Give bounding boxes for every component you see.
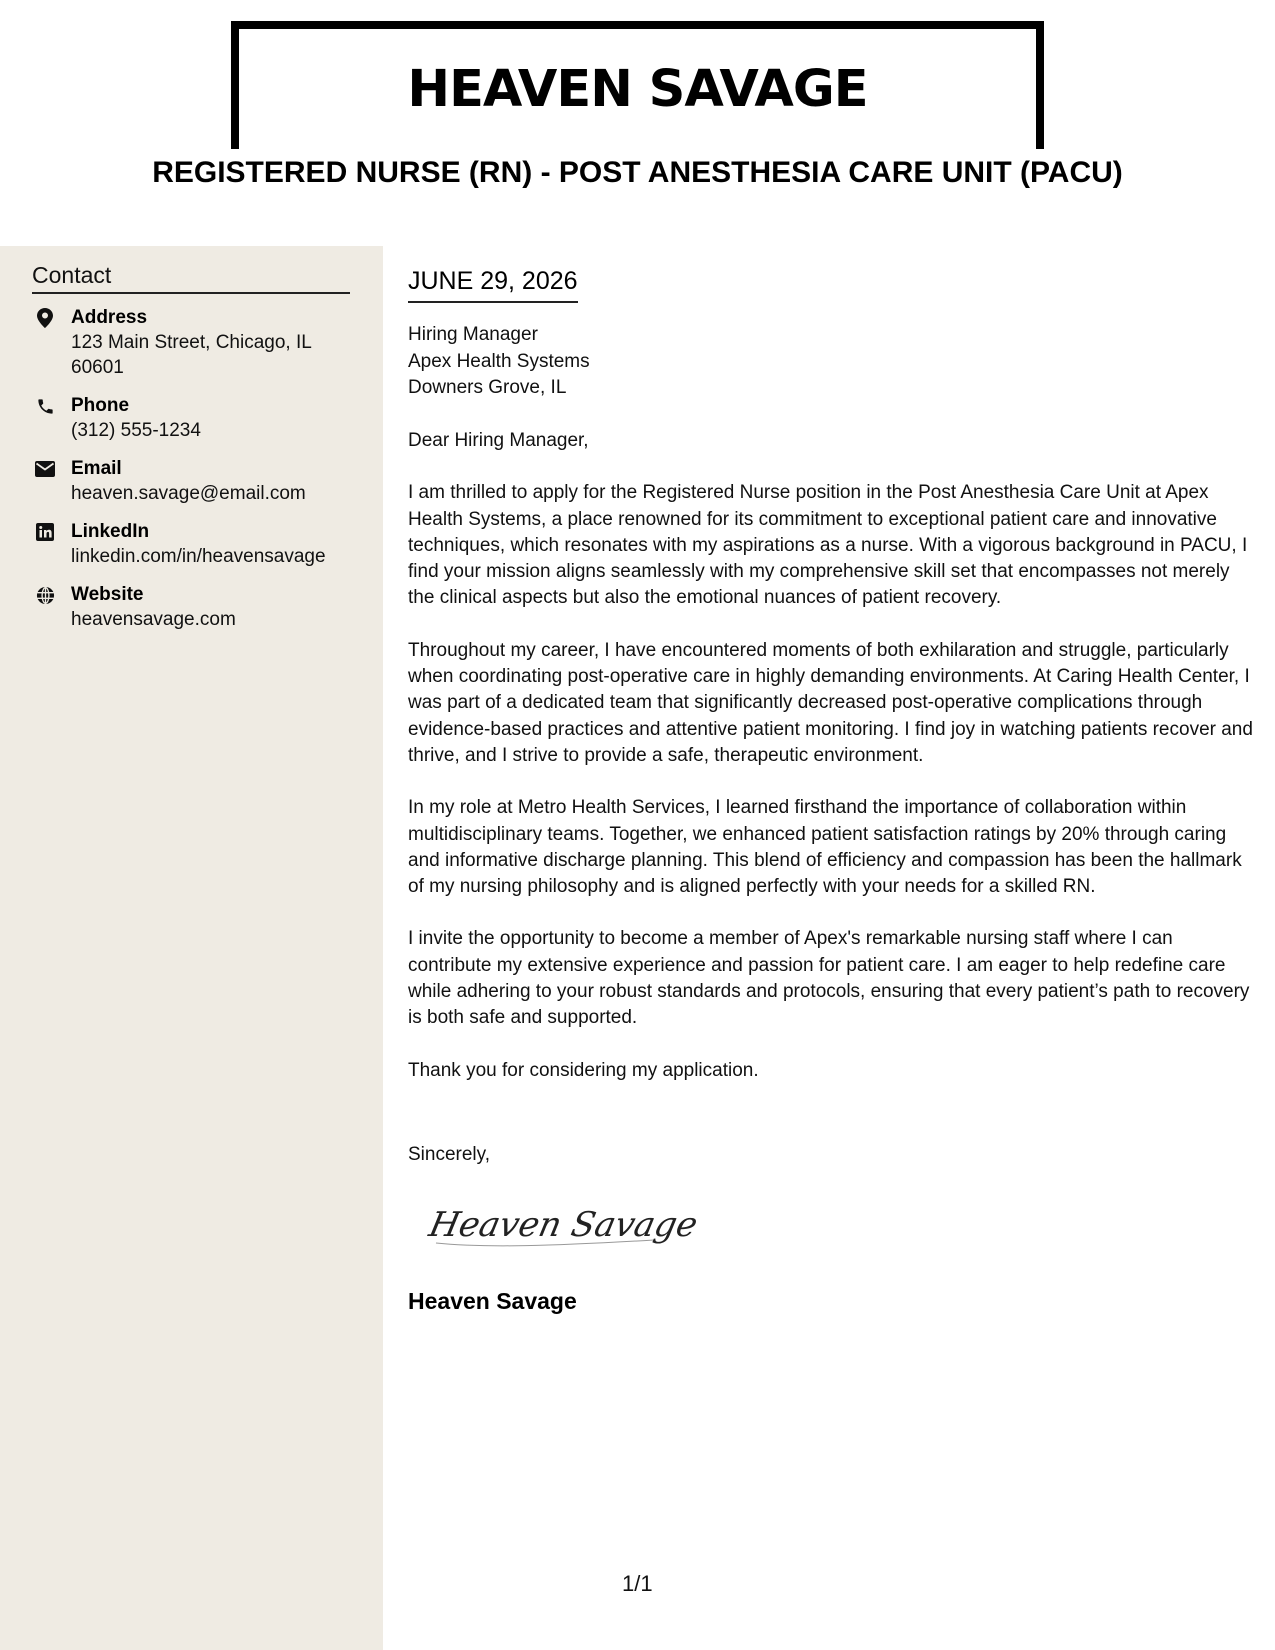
phone-icon	[35, 396, 55, 416]
contact-value: heavensavage.com	[71, 609, 236, 630]
contact-value: 123 Main Street, Chicago, IL 60601	[71, 332, 312, 378]
sidebar	[0, 246, 383, 1650]
contact-label: Phone	[71, 395, 130, 416]
linkedin-icon	[35, 522, 55, 542]
recipient-line: Hiring Manager	[408, 324, 538, 345]
letter-body	[408, 428, 1253, 1110]
signer-name: Heaven Savage	[408, 1288, 577, 1314]
body-paragraph: Thank you for considering my application.	[408, 1059, 759, 1081]
body-paragraph: In my role at Metro Health Services, I learned firsthand the importance of collaboration within multidisciplinary teams. Together, we enhanced patient satisfaction ratings by 20% through caring and informative discharge planning. This blend of efficiency and compassion has been the hallmark of my nursing philosophy and is aligned perfectly with your needs for a skilled RN.	[408, 797, 1242, 898]
recipient-line: Apex Health Systems	[408, 350, 590, 372]
signature	[424, 1196, 701, 1256]
page-number: 1/1	[622, 1571, 653, 1596]
contact-label: Email	[71, 458, 122, 479]
map-pin-icon	[35, 308, 55, 328]
body-paragraph: I invite the opportunity to become a member of Apex's remarkable nursing staff where I can contribute my extensive experience and passion for patient care. I am eager to help redefine care while adhering to your robust standards and protocols, ensuring that every patient’s path to recovery is both safe and supported.	[408, 928, 1250, 1029]
body-paragraph: Throughout my career, I have encountered moments of both exhilaration and struggle, particularly when coordinating post-operative care in highly demanding environments. At Caring Health Center, I was part of a dedicated team that significantly decreased post-operative complications through evidence-based practices and attentive patient monitoring. I find joy in watching patients recover and thrive, and I strive to provide a safe, therapeutic environment.	[408, 639, 1253, 766]
signature-text: Heaven Savage	[425, 1205, 701, 1245]
job-title: REGISTERED NURSE (RN) - POST ANESTHESIA CARE UNIT (PACU)	[0, 153, 1275, 193]
body-paragraph: I am thrilled to apply for the Registered Nurse position in the Post Anesthesia Care Unit at Apex Health Systems, a place renowned for its commitment to exceptional patient care and innovative techniques, which resonates with my aspirations as a nurse. With a vigorous background in PACU, I find your mission aligns seamlessly with my comprehensive skill set that encompasses not merely the clinical aspects but also the emotional nuances of patient recovery.	[408, 482, 1248, 609]
contact-value: linkedin.com/in/heavensavage	[71, 546, 326, 567]
closing: Sincerely,	[408, 1144, 491, 1165]
contact-label: LinkedIn	[71, 521, 150, 542]
globe-icon	[35, 585, 55, 605]
recipient-line: Downers Grove, IL	[408, 377, 567, 398]
applicant-name: HEAVEN SAVAGE	[407, 60, 868, 119]
envelope-icon	[35, 459, 55, 479]
recipient-block	[408, 322, 590, 402]
contact-label: Website	[71, 584, 144, 605]
contact-heading: Contact	[32, 260, 350, 294]
contact-label: Address	[71, 307, 148, 328]
contact-value: (312) 555-1234	[71, 420, 201, 441]
letter-date: JUNE 29, 2026	[408, 264, 578, 303]
salutation: Dear Hiring Manager,	[408, 430, 589, 451]
contact-value: heaven.savage@email.com	[71, 483, 306, 504]
